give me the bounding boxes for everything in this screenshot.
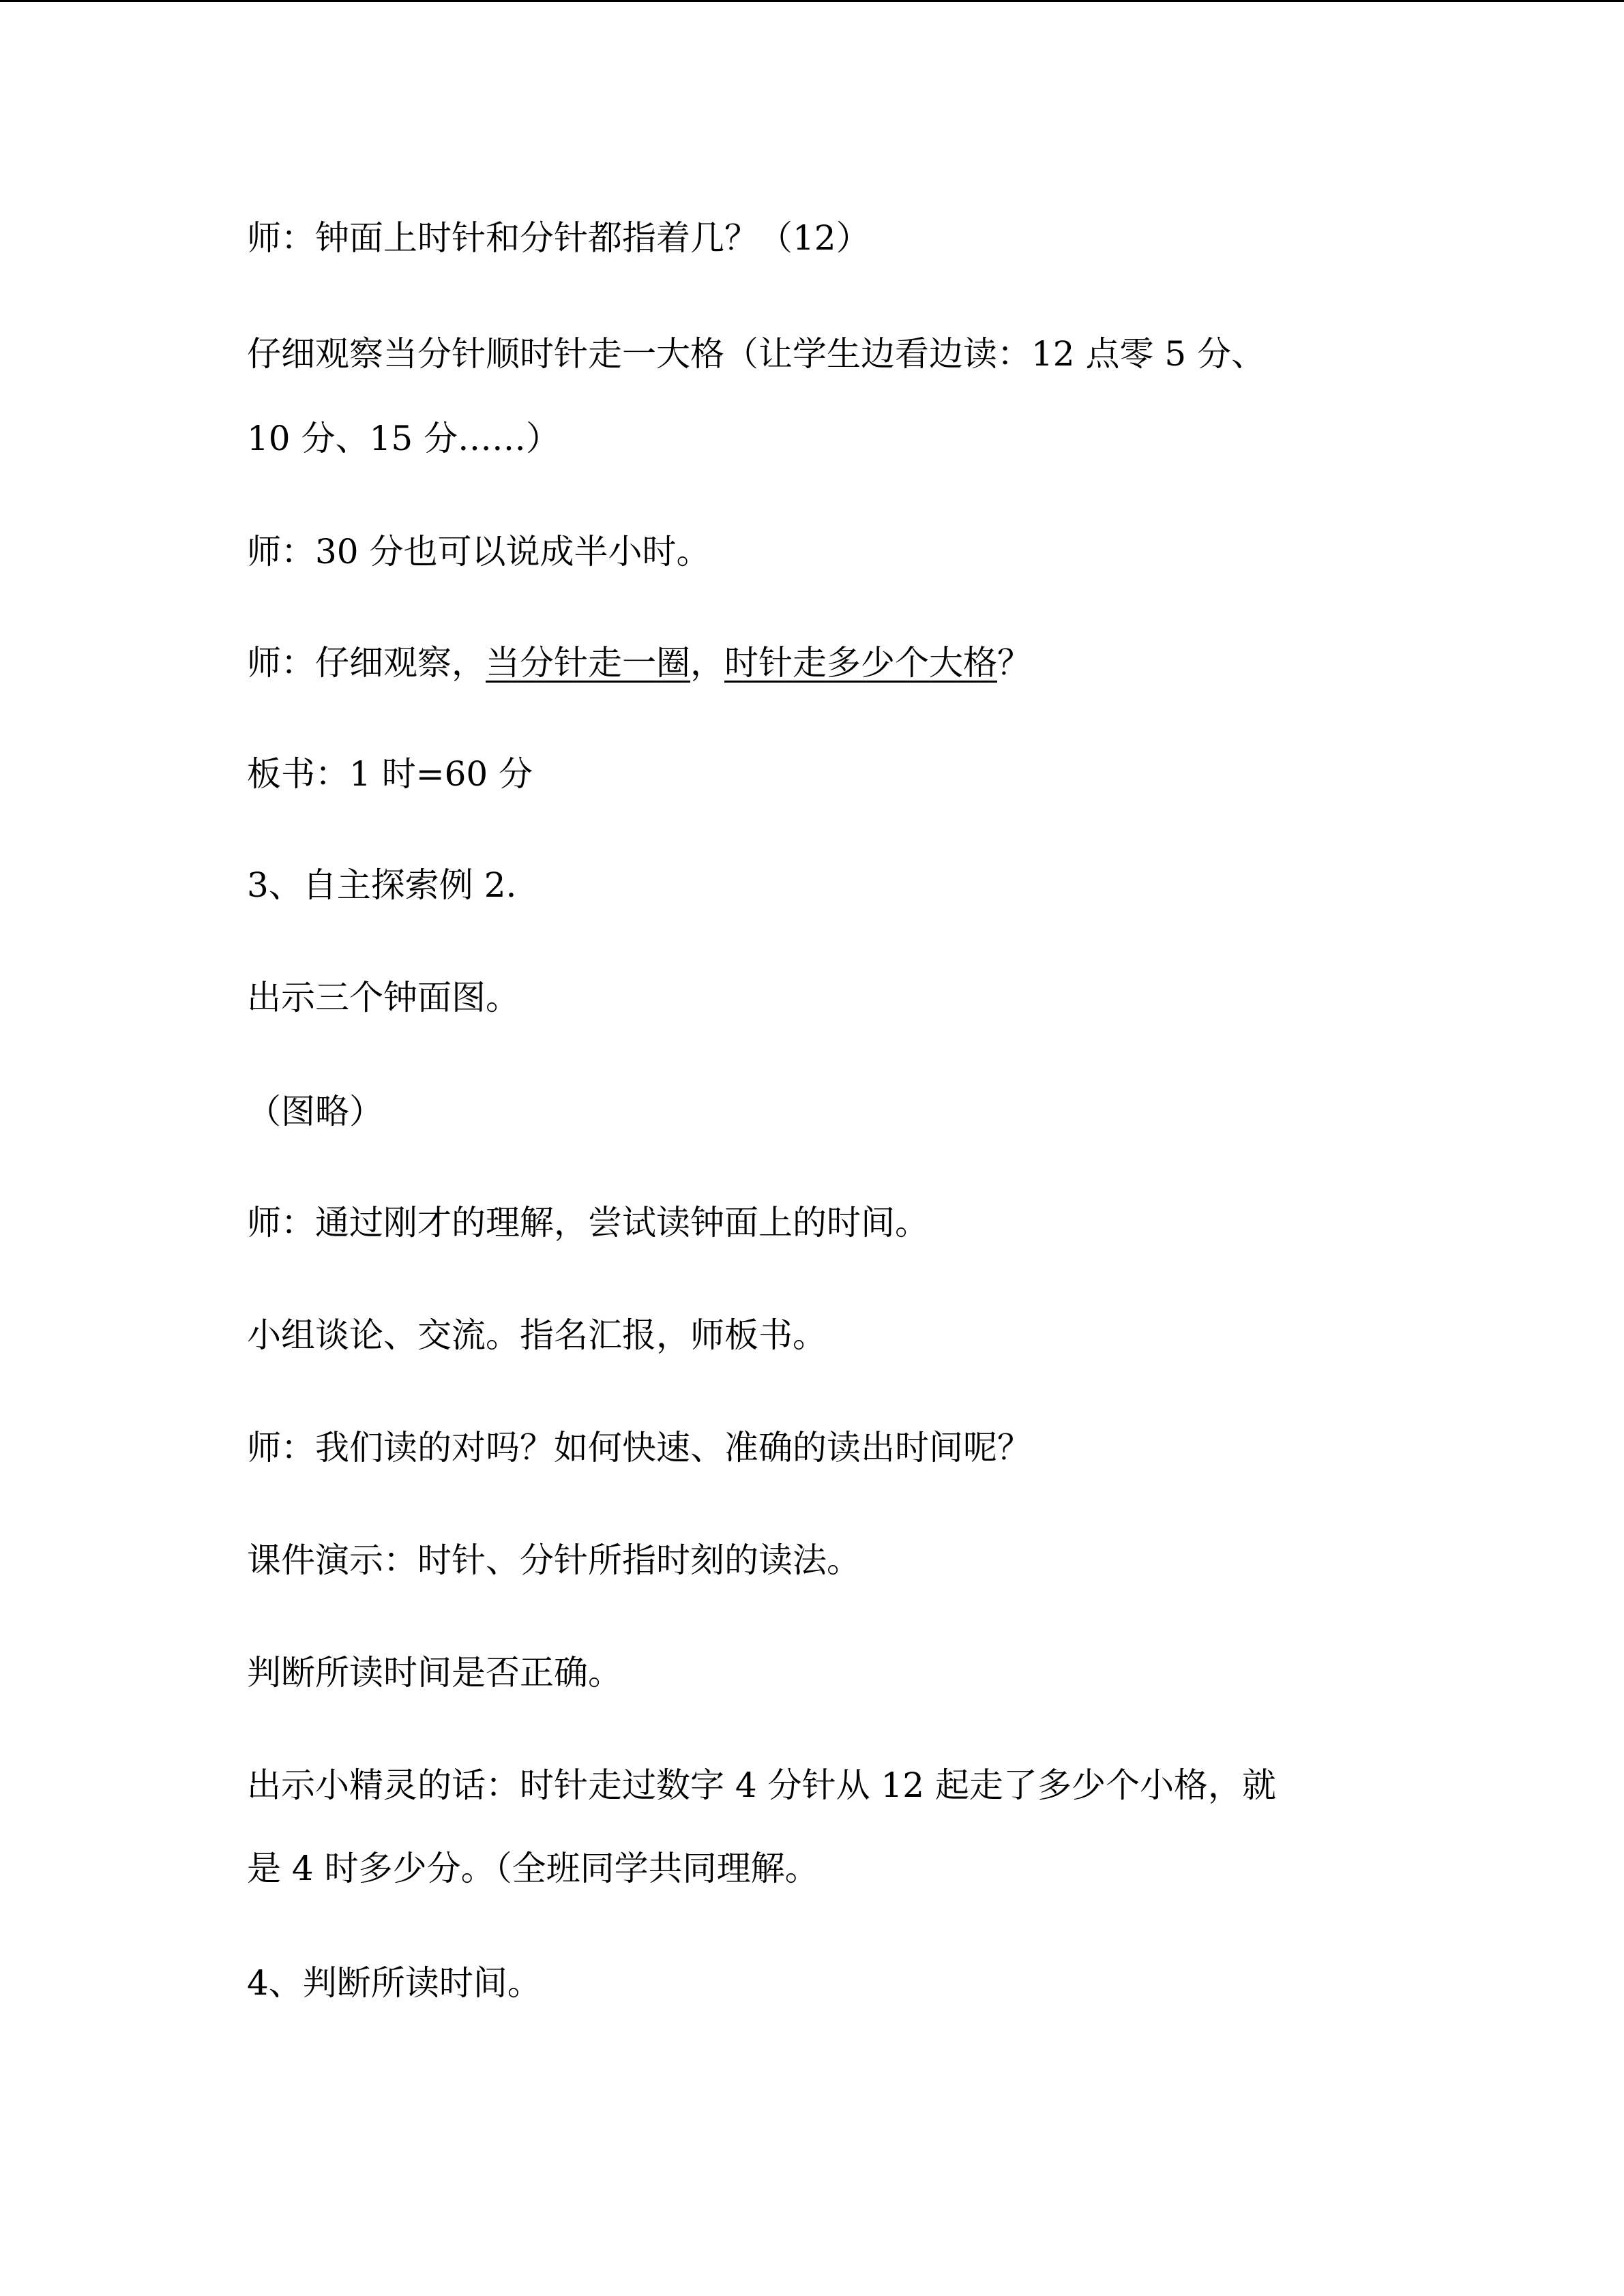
paragraph-line-8: 出示三个钟面图。 bbox=[247, 978, 520, 1017]
top-border-line bbox=[0, 0, 1624, 2]
line-5-comma: ， bbox=[690, 643, 724, 683]
paragraph-line-16: 是 4 时多少分。（全班同学共同理解。 bbox=[247, 1849, 819, 1888]
paragraph-line-6: 板书：1 时=60 分 bbox=[247, 754, 533, 794]
paragraph-line-12: 师：我们读的对吗？如何快速、准确的读出时间呢？ bbox=[247, 1428, 1031, 1467]
paragraph-line-7: 3、自主探索例 2. bbox=[247, 865, 517, 905]
paragraph-line-10: 师：通过刚才的理解，尝试读钟面上的时间。 bbox=[247, 1203, 929, 1242]
paragraph-line-17: 4、判断所读时间。 bbox=[247, 1963, 542, 2003]
paragraph-line-3: 10 分、15 分……） bbox=[247, 419, 561, 458]
line-5-suffix: ？ bbox=[997, 643, 1031, 683]
underlined-phrase-1: 当分针走一圈 bbox=[486, 643, 690, 683]
paragraph-line-1: 师：钟面上时针和分针都指着几？（12） bbox=[247, 218, 870, 258]
paragraph-line-9: （图略） bbox=[247, 1092, 383, 1131]
line-5-prefix: 师：仔细观察， bbox=[247, 643, 486, 683]
paragraph-line-15: 出示小精灵的话：时针走过数字 4 分针从 12 起走了多少个小格，就 bbox=[247, 1765, 1277, 1805]
underlined-phrase-2: 时针走多少个大格 bbox=[724, 643, 997, 683]
paragraph-line-11: 小组谈论、交流。指名汇报，师板书。 bbox=[247, 1315, 827, 1355]
paragraph-line-5 bbox=[247, 636, 1393, 690]
paragraph-line-13: 课件演示：时针、分针所指时刻的读法。 bbox=[247, 1540, 861, 1580]
paragraph-line-2: 仔细观察当分针顺时针走一大格（让学生边看边读：12 点零 5 分、 bbox=[247, 334, 1266, 374]
paragraph-line-14: 判断所读时间是否正确。 bbox=[247, 1653, 622, 1693]
paragraph-line-4: 师：30 分也可以说成半小时。 bbox=[247, 532, 711, 571]
